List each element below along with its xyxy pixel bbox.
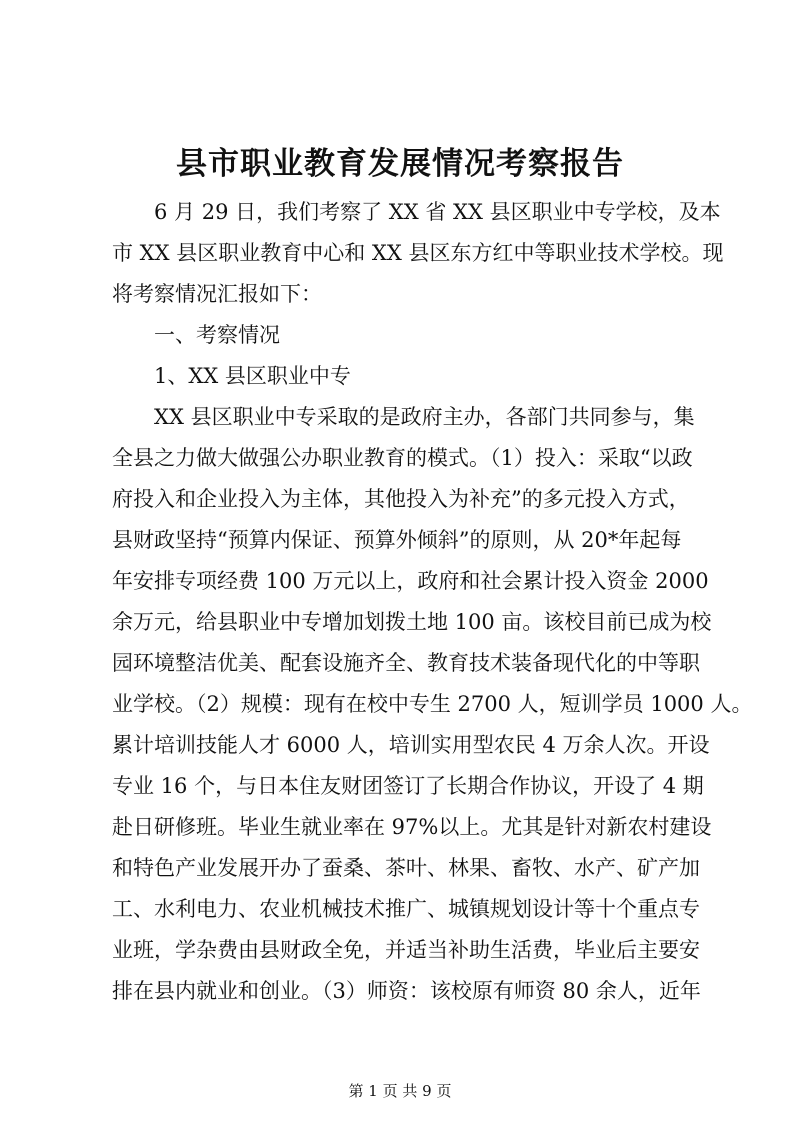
paragraph-line: 府投入和企业投入为主体，其他投入为补充”的多元投入方式，	[112, 487, 690, 511]
subsection-heading: 1、XX 县区职业中专	[154, 364, 351, 388]
paragraph-line: 和特色产业发展开办了蚕桑、茶叶、林果、畜牧、水产、矿产加	[112, 856, 700, 880]
paragraph-line: 年安排专项经费 100 万元以上，政府和社会累计投入资金 2000	[112, 569, 709, 593]
paragraph-line: 专业 16 个，与日本住友财团签订了长期合作协议，开设了 4 期	[112, 774, 704, 798]
paragraph-line: 县财政坚持“预算内保证、预算外倾斜”的原则，从 20*年起每	[112, 528, 682, 552]
paragraph-line: 业班，学杂费由县财政全免，并适当补助生活费，毕业后主要安	[112, 938, 700, 962]
paragraph-line: 市 XX 县区职业教育中心和 XX 县区东方红中等职业技术学校。现	[112, 241, 724, 265]
paragraph-line: 园环境整洁优美、配套设施齐全、教育技术装备现代化的中等职	[112, 651, 700, 675]
paragraph-line: 将考察情况汇报如下：	[112, 282, 322, 306]
page-number-footer: 第 1 页 共 9 页	[348, 1082, 452, 1100]
document-title: 县市职业教育发展情况考察报告	[176, 146, 624, 182]
paragraph-line: 累计培训技能人才 6000 人，培训实用型农民 4 万余人次。开设	[112, 733, 710, 757]
section-heading: 一、考察情况	[154, 323, 280, 347]
paragraph-line: 业学校。（2）规模：现有在校中专生 2700 人，短训学员 1000 人。	[112, 692, 753, 716]
paragraph-line: 全县之力做大做强公办职业教育的模式。（1）投入：采取“以政	[112, 446, 693, 470]
paragraph-line: XX 县区职业中专采取的是政府主办，各部门共同参与，集	[154, 405, 695, 429]
paragraph-line: 排在县内就业和创业。（3）师资：该校原有师资 80 余人，近年	[112, 979, 701, 1003]
paragraph-line: 赴日研修班。毕业生就业率在 97%以上。尤其是针对新农村建设	[112, 815, 712, 839]
paragraph-line: 工、水利电力、农业机械技术推广、城镇规划设计等十个重点专	[112, 897, 700, 921]
paragraph-line: 余万元，给县职业中专增加划拨土地 100 亩。该校目前已成为校	[112, 610, 712, 634]
paragraph-line: 6 月 29 日，我们考察了 XX 省 XX 县区职业中专学校，及本	[154, 200, 721, 224]
